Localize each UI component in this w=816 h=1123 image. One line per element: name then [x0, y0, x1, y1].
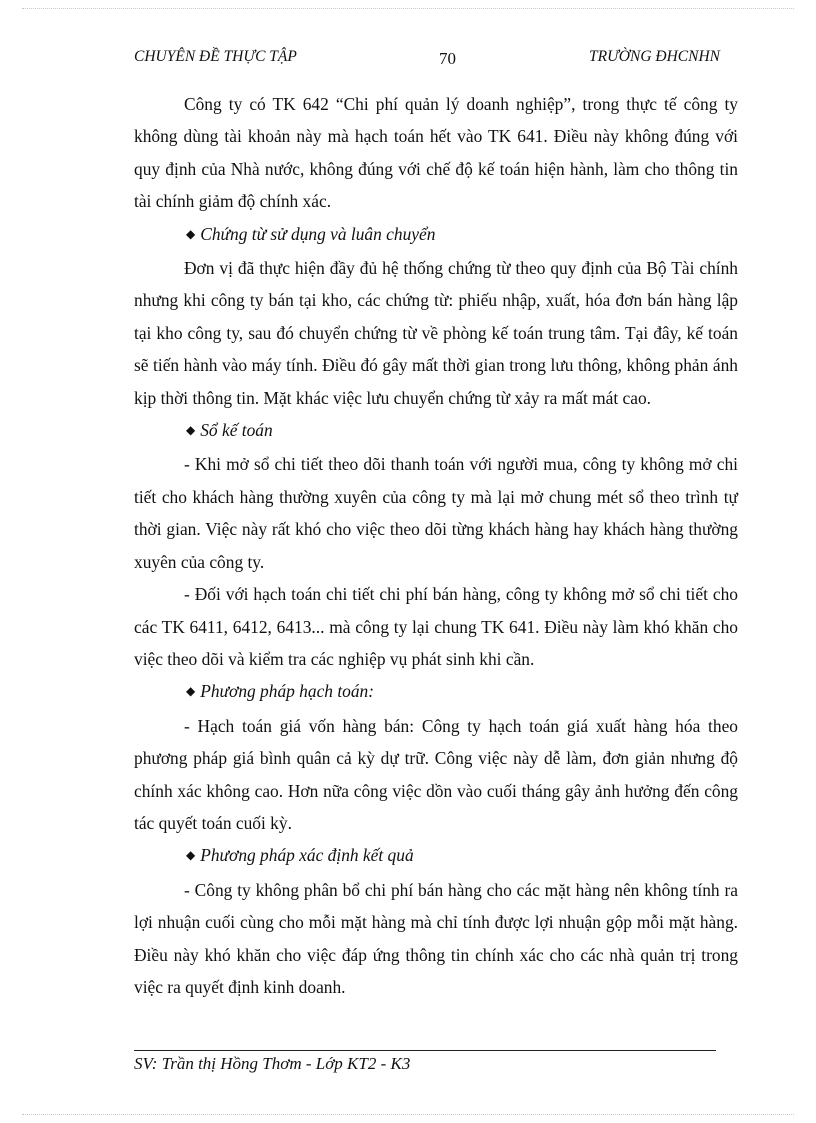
footer-text: SV: Trần thị Hồng Thơm - Lớp KT2 - K3: [134, 1054, 411, 1073]
paragraph-1: Công ty có TK 642 “Chi phí quản lý doanh nghiệp”, trong thực tế công ty không dùng tài khoản này mà hạch toán hết vào TK 641. Điều này không đúng với quy định của Nhà nước, không đúng với chế độ kế toán hiện hành, làm cho thông tin tài chính giảm độ chính xác.: [134, 94, 738, 212]
bullet-heading-4: [134, 839, 738, 873]
bullet-heading-2: [134, 414, 738, 448]
paragraph-5: - Hạch toán giá vốn hàng bán: Công ty hạch toán giá xuất hàng hóa theo phương pháp giá bình quân cả kỳ dự trữ. Công việc này dễ làm, đơn giản nhưng độ chính xác không cao. Hơn nữa công việc dồn vào cuối tháng gây ảnh hưởng đến công tác quyết toán cuối kỳ.: [134, 715, 738, 833]
bullet-heading-3: [134, 675, 738, 709]
paragraph-2: Đơn vị đã thực hiện đầy đủ hệ thống chứng từ theo quy định của Bộ Tài chính nhưng khi công ty bán tại kho, các chứng từ: phiếu nhập, xuất, hóa đơn bán hàng lập tại kho công ty, sau đó chuyển chứng từ về phòng kế toán trung tâm. Tại đây, kế toán sẽ tiến hành vào máy tính. Điều đó gây mất thời gian trong lưu thông, không phản ánh kịp thời thông tin. Mặt khác việc lưu chuyển chứng từ xảy ra mất mát cao.: [134, 258, 738, 408]
footer-divider: [134, 1050, 716, 1051]
bullet-heading-4-text: Phương pháp xác định kết quả: [200, 845, 414, 866]
bullet-heading-2-text: Sổ kế toán: [200, 420, 273, 441]
diamond-bullet-icon: ◆: [186, 684, 196, 699]
paragraph-6: - Công ty không phân bổ chi phí bán hàng cho các mặt hàng nên không tính ra lợi nhuận cuối cùng cho mỗi mặt hàng mà chỉ tính được lợi nhuận gộp mỗi mặt hàng. Điều này khó khăn cho việc đáp ứng thông tin chính xác cho các nhà quản trị trong việc ra quyết định kinh doanh.: [134, 879, 738, 997]
paragraph-4: - Đối với hạch toán chi tiết chi phí bán hàng, công ty không mở sổ chi tiết cho các TK 6411, 6412, 6413... mà công ty lại chung TK 641. Điều này làm khó khăn cho việc theo dõi và kiểm tra các nghiệp vụ phát sinh khi cần.: [134, 584, 738, 669]
header-title-right: TRƯỜNG ĐHCNHN: [589, 48, 720, 65]
bullet-heading-3-text: Phương pháp hạch toán:: [200, 681, 375, 702]
diamond-bullet-icon: ◆: [186, 226, 196, 241]
header-title-left: CHUYÊN ĐỀ THỰC TẬP: [134, 48, 297, 65]
bullet-heading-1: [134, 218, 738, 252]
document-body: [134, 88, 738, 1003]
diamond-bullet-icon: ◆: [186, 423, 196, 438]
page-border-bottom: [22, 1114, 794, 1115]
page-border-top: [22, 8, 794, 9]
diamond-bullet-icon: ◆: [186, 848, 196, 863]
page-header: [134, 46, 720, 72]
paragraph-3: - Khi mở sổ chi tiết theo dõi thanh toán với người mua, công ty không mở chi tiết cho khách hàng thường xuyên của công ty mà lại mở chung mét sổ theo trình tự thời gian. Việc này rất khó cho việc theo dõi từng khách hàng hay khách hàng thường xuyên của công ty.: [134, 454, 738, 572]
page-number: 70: [439, 49, 456, 68]
bullet-heading-1-text: Chứng từ sử dụng và luân chuyển: [200, 223, 436, 244]
